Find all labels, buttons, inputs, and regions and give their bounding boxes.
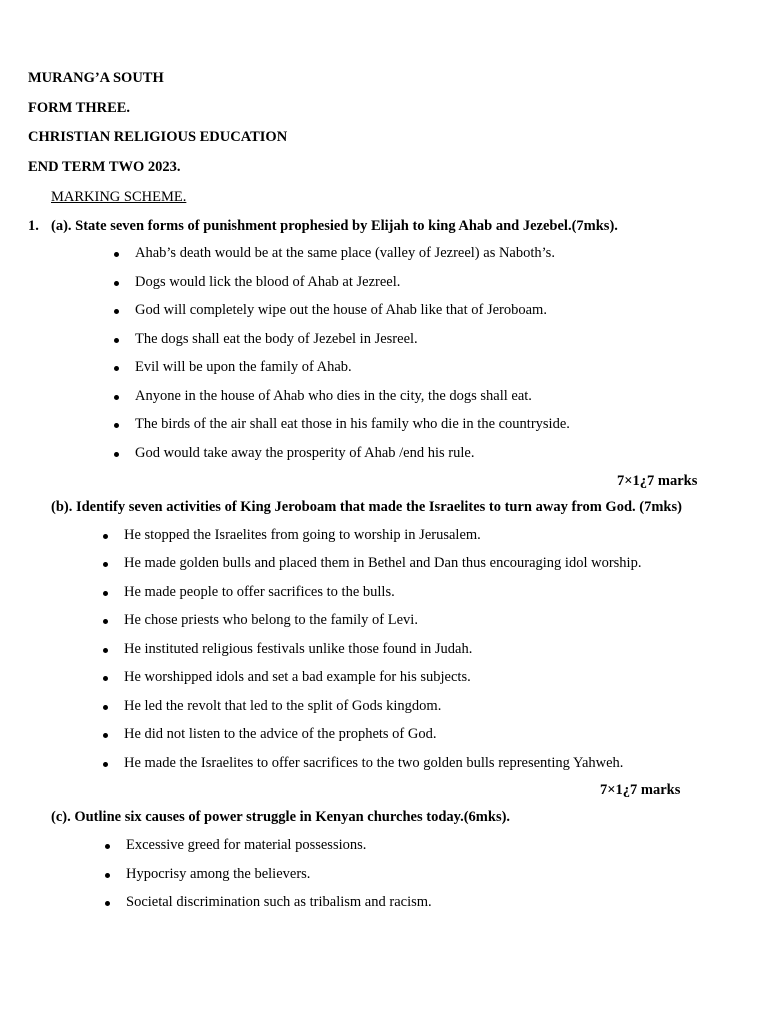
form-level: FORM THREE. [28,100,131,116]
bullet-icon [114,252,119,257]
bullet-icon [105,844,110,849]
school-name: MURANG’A SOUTH [28,70,164,86]
bullet-icon [103,705,108,710]
marks-allocation: 7×1¿7 marks [617,473,698,489]
list-item: He made golden bulls and placed them in Bethel and Dan thus encouraging idol worship. [124,555,642,571]
list-item: Evil will be upon the family of Ahab. [135,359,352,375]
marks-allocation: 7×1¿7 marks [600,782,681,798]
subject-title: CHRISTIAN RELIGIOUS EDUCATION [28,129,288,145]
marking-scheme-title: MARKING SCHEME. [51,189,187,205]
bullet-icon [103,591,108,596]
exam-title: END TERM TWO 2023. [28,159,181,175]
bullet-icon [114,281,119,286]
bullet-icon [114,423,119,428]
question-1b: (b). Identify seven activities of King Jeroboam that made the Israelites to turn away from God. (7mks) [51,499,682,515]
list-item: The dogs shall eat the body of Jezebel in Jesreel. [135,331,418,347]
list-item: Anyone in the house of Ahab who dies in the city, the dogs shall eat. [135,388,532,404]
bullet-icon [103,619,108,624]
list-item: God will completely wipe out the house of Ahab like that of Jeroboam. [135,302,547,318]
bullet-icon [114,395,119,400]
bullet-icon [103,676,108,681]
bullet-icon [105,873,110,878]
list-item: Ahab’s death would be at the same place (valley of Jezreel) as Naboth’s. [135,245,555,261]
list-item: Hypocrisy among the believers. [126,866,311,882]
list-item: God would take away the prosperity of Ahab /end his rule. [135,445,475,461]
bullet-icon [114,309,119,314]
bullet-icon [103,648,108,653]
list-item: He instituted religious festivals unlike those found in Judah. [124,641,473,657]
list-item: The birds of the air shall eat those in his family who die in the countryside. [135,416,570,432]
question-number: 1. [28,218,39,234]
list-item: He worshipped idols and set a bad example for his subjects. [124,669,471,685]
list-item: He did not listen to the advice of the prophets of God. [124,726,437,742]
list-item: He made the Israelites to offer sacrifices to the two golden bulls representing Yahweh. [124,755,624,771]
bullet-icon [114,338,119,343]
list-item: He led the revolt that led to the split of Gods kingdom. [124,698,442,714]
question-1c: (c). Outline six causes of power struggle in Kenyan churches today.(6mks). [51,809,511,825]
list-item: He made people to offer sacrifices to the bulls. [124,584,395,600]
list-item: He stopped the Israelites from going to worship in Jerusalem. [124,527,481,543]
list-item: He chose priests who belong to the family of Levi. [124,612,418,628]
bullet-icon [103,762,108,767]
bullet-icon [103,733,108,738]
list-item: Societal discrimination such as tribalism and racism. [126,894,432,910]
bullet-icon [114,452,119,457]
bullet-icon [114,366,119,371]
list-item: Excessive greed for material possessions. [126,837,367,853]
list-item: Dogs would lick the blood of Ahab at Jezreel. [135,274,401,290]
bullet-icon [103,562,108,567]
bullet-icon [103,534,108,539]
bullet-icon [105,901,110,906]
question-1a: (a). State seven forms of punishment prophesied by Elijah to king Ahab and Jezebel.(7mks). [51,218,618,234]
